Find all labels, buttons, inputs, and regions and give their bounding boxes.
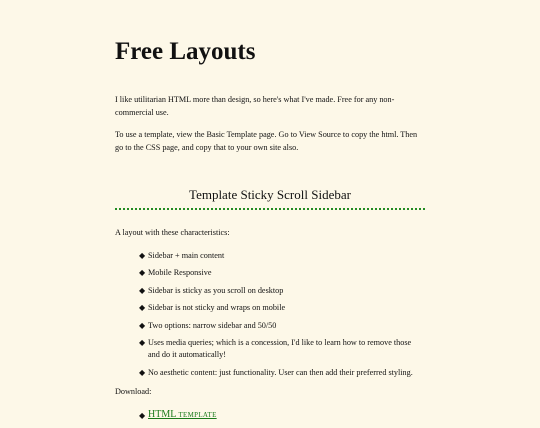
dotted-divider: [115, 208, 425, 210]
list-item: ◆ No aesthetic content: just functionality. User can then add their preferred styling.: [139, 367, 425, 379]
characteristics-list: [115, 250, 425, 379]
list-item: ◆ Two options: narrow sidebar and 50/50: [139, 320, 425, 332]
link-text-main: HTML: [148, 409, 176, 420]
list-item: ◆ Sidebar + main content: [139, 250, 425, 262]
intro-paragraph: To use a template, view the Basic Template page. Go to View Source to copy the html. Then go to the CSS page, and copy that to your own site also.: [115, 130, 418, 152]
main-content: [115, 36, 425, 428]
download-label: Download:: [115, 386, 152, 396]
list-item: ◆ Mobile Responsive: [139, 267, 425, 279]
download-item: [139, 408, 425, 422]
list-item: ◆ Sidebar is not sticky and wraps on mobile: [139, 302, 425, 314]
download-list: [115, 408, 425, 422]
intro: [115, 94, 425, 154]
list-item: ◆ Sidebar is sticky as you scroll on desktop: [139, 285, 425, 297]
characteristics-label: A layout with these characteristics:: [115, 228, 230, 237]
page-title: Free Layouts: [115, 38, 256, 65]
list-item: ◆ Uses media queries; which is a concession, I'd like to learn how to remove those and do it automatically!: [139, 337, 425, 361]
section-title: Template Sticky Scroll Sidebar: [189, 187, 351, 202]
html-template-link[interactable]: [148, 409, 217, 420]
link-text-small: TEMPLATE: [178, 411, 217, 419]
intro-paragraph: I like utilitarian HTML more than design, so here's what I've made. Free for any non-commercial use.: [115, 95, 395, 117]
